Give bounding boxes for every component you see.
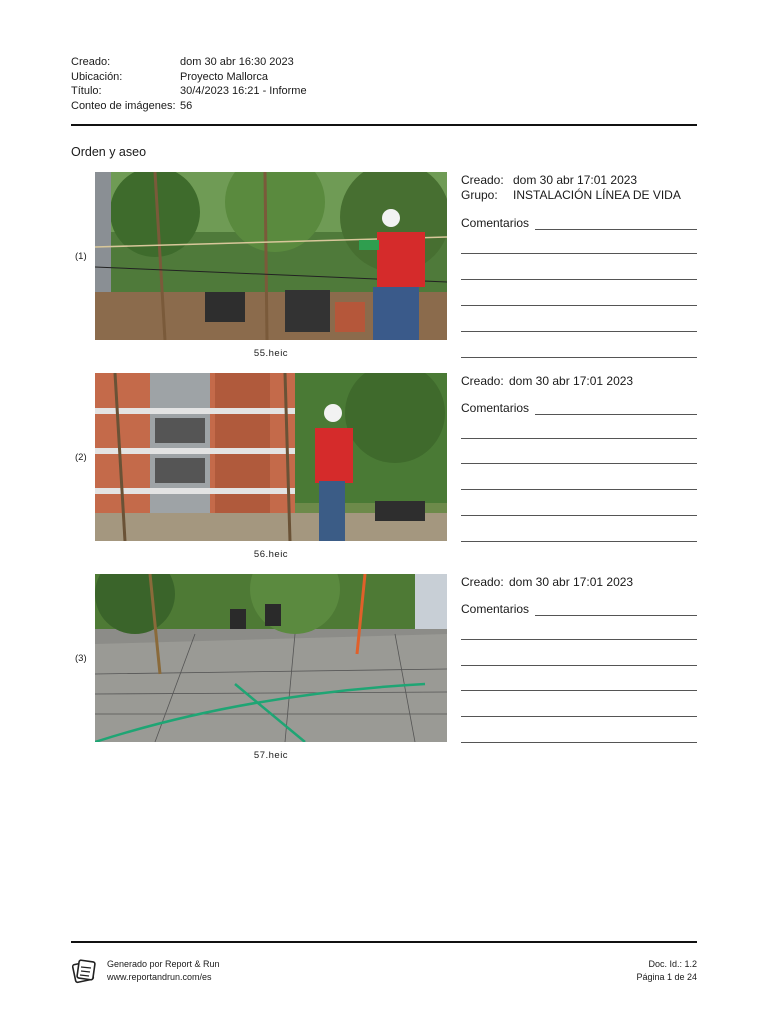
- comments-label: Comentarios: [461, 401, 530, 415]
- created-label: Creado:: [461, 374, 504, 388]
- photo-filename: 57.heic: [253, 750, 289, 761]
- comment-line: [461, 665, 697, 666]
- comment-line: [535, 404, 697, 415]
- photo-thumbnail[interactable]: [95, 373, 447, 541]
- construction-photo-image: [95, 373, 447, 541]
- footer-doc-info: [636, 958, 697, 983]
- photo-thumbnail[interactable]: [95, 574, 447, 742]
- meta-value: Proyecto Mallorca: [180, 70, 269, 83]
- doc-id: Doc. Id.: 1.2: [648, 959, 697, 969]
- comment-line: [535, 219, 697, 230]
- meta-key: Título:: [71, 85, 102, 97]
- comments-field: [461, 216, 697, 230]
- comment-line: [461, 639, 697, 640]
- meta-value: 30/4/2023 16:21 - Informe: [180, 85, 307, 97]
- meta-row-location: [71, 70, 307, 85]
- created-label: Creado:: [461, 173, 504, 187]
- photo-entry: [71, 172, 697, 362]
- construction-photo-image: [95, 172, 447, 340]
- meta-key: Conteo de imágenes:: [71, 99, 176, 112]
- footer-divider: [71, 941, 697, 943]
- comment-line: [461, 279, 697, 280]
- meta-key: Ubicación:: [71, 70, 123, 83]
- meta-value: dom 30 abr 16:30 2023: [180, 56, 294, 68]
- created-value: dom 30 abr 17:01 2023: [509, 575, 634, 589]
- report-and-run-logo-icon: [71, 958, 97, 984]
- comment-line: [461, 357, 697, 358]
- comment-line: [461, 489, 697, 490]
- header-divider: [71, 124, 697, 126]
- entry-index: (2): [75, 452, 87, 463]
- meta-row-created: [71, 55, 307, 70]
- comment-line: [535, 605, 697, 616]
- comment-line: [461, 742, 697, 743]
- comment-line: [461, 438, 697, 439]
- created-value: dom 30 abr 17:01 2023: [513, 173, 638, 187]
- comment-line: [461, 515, 697, 516]
- website-link[interactable]: www.reportandrun.com/es: [107, 971, 212, 982]
- comment-line: [461, 463, 697, 464]
- group-value: INSTALACIÓN LÍNEA DE VIDA: [513, 188, 681, 202]
- generated-by-text: Generado por Report & Run: [107, 959, 220, 969]
- page-number: Página 1 de 24: [636, 971, 697, 982]
- photo-thumbnail[interactable]: [95, 172, 447, 340]
- photo-details: [461, 374, 697, 389]
- comment-line: [461, 331, 697, 332]
- created-label: Creado:: [461, 575, 504, 589]
- comment-line: [461, 253, 697, 254]
- created-value: dom 30 abr 17:01 2023: [509, 374, 634, 388]
- comment-line: [461, 690, 697, 691]
- photo-filename: 56.heic: [253, 549, 289, 560]
- comments-field: [461, 401, 697, 415]
- group-label: Grupo:: [461, 188, 498, 202]
- meta-key: Creado:: [71, 56, 111, 68]
- meta-row-title: [71, 84, 307, 99]
- meta-row-image-count: [71, 99, 307, 114]
- footer-credits: [107, 958, 220, 983]
- photo-details: [461, 575, 697, 590]
- photo-details: [461, 173, 697, 203]
- photo-filename: 55.heic: [253, 348, 289, 359]
- meta-value: 56: [180, 99, 193, 112]
- photo-entry: [71, 373, 697, 563]
- entry-index: (1): [75, 251, 87, 262]
- comments-label: Comentarios: [461, 216, 530, 230]
- comments-field: [461, 602, 697, 616]
- section-title: Orden y aseo: [71, 145, 147, 159]
- photo-entry: [71, 574, 697, 764]
- construction-photo-image: [95, 574, 447, 742]
- comment-line: [461, 716, 697, 717]
- comment-line: [461, 305, 697, 306]
- report-metadata: [71, 55, 307, 113]
- entry-index: (3): [75, 653, 87, 664]
- comments-label: Comentarios: [461, 602, 530, 616]
- comment-line: [461, 541, 697, 542]
